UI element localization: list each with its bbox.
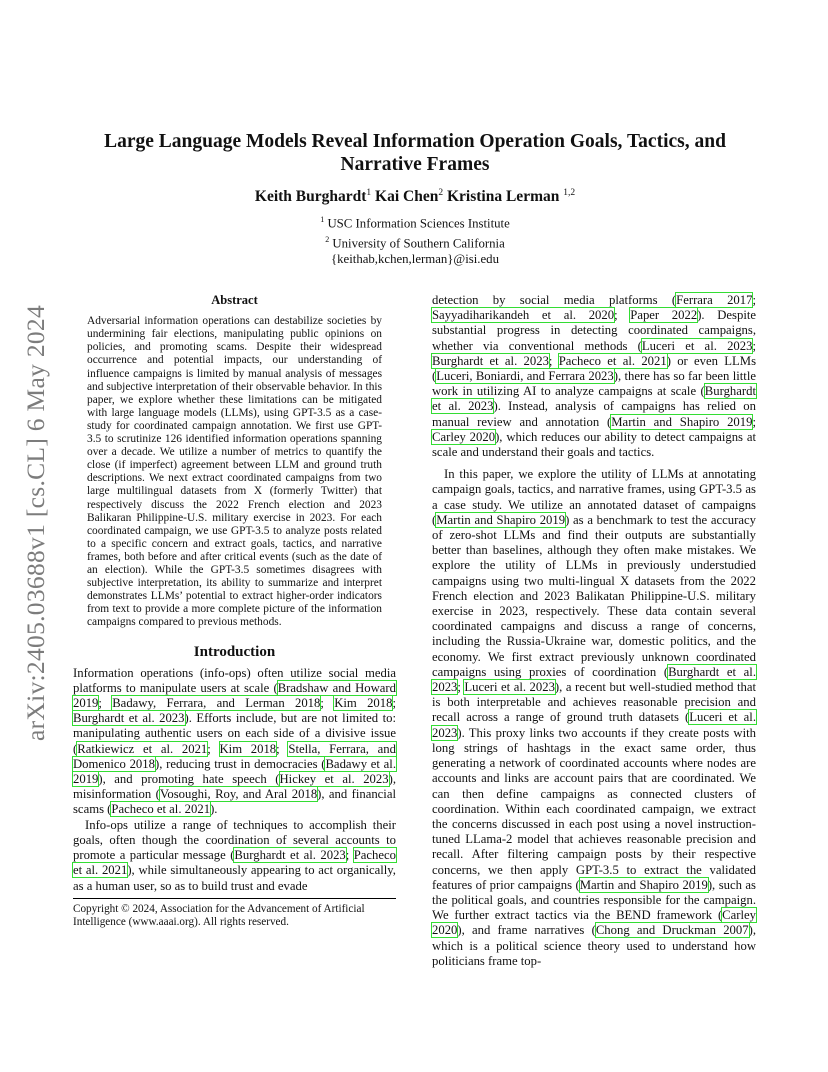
citation-link[interactable]: Luceri et al. 2023 <box>464 680 555 695</box>
text-run: ), misinformation ( <box>73 772 396 802</box>
text-run: ), and frame narratives ( <box>457 923 596 938</box>
citation-link[interactable]: Kim 2018 <box>334 696 393 711</box>
citation-link[interactable]: Ratkiewicz et al. 2021 <box>77 741 208 756</box>
body-paragraph-continued <box>432 293 756 460</box>
citation-link[interactable]: Pacheco et al. 2021 <box>558 353 667 368</box>
text-run: ). This proxy links two accounts if they create posts with long strings of hashtags in the exact same order, thus generating a network of coordinated accounts where nodes are accounts and links are account pairs that are coordinated. We can then define campaigns as connected clusters of coordination. Within each coordinated campaign, we extract the concerns discussed in each post using a novel instruction-tuned LLama-2 model that achieves reasonable precision and recall. After filtering campaign posts by their respective concerns, we then apply GPT-3.5 to extract the validated features of prior campaigns ( <box>432 725 756 892</box>
text-run: ; <box>752 414 756 429</box>
copyright-text: Copyright © 2024, Association for the Advancement of Artificial Intelligence (www.aaai.org). All rights reserved. <box>73 903 365 929</box>
intro-paragraph-1 <box>73 666 396 818</box>
citation-link[interactable]: Stella, Ferrara, and Domenico 2018 <box>73 741 396 771</box>
citation-link[interactable]: Vosoughi, Roy, and Aral 2018 <box>159 787 318 802</box>
text-run: ; <box>752 338 756 353</box>
text-run: ), and promoting hate speech ( <box>98 772 280 787</box>
citation-link[interactable]: Bradshaw and Howard 2019 <box>73 680 396 711</box>
copyright-footnote <box>73 898 396 929</box>
text-run: ; <box>392 696 396 711</box>
text-run: ; <box>276 741 289 756</box>
text-run: ). Despite substantial progress in detecting coordinated campaigns, whether via conventional methods ( <box>432 308 756 353</box>
text-run: ; <box>207 741 220 756</box>
text-run: ; <box>752 293 756 307</box>
arxiv-identifier <box>18 288 54 758</box>
citation-link[interactable]: Luceri et al. 2023 <box>432 710 756 740</box>
text-run: ; <box>548 353 559 368</box>
arxiv-identifier-text: arXiv:2405.03688v1 [cs.CL] 6 May 2024 <box>21 304 50 742</box>
text-run: ) as a benchmark to test the accuracy of zero-shot LLMs and find their outputs are substantially better than baselines, although they often make mistakes. We explore the utility of LLMs in previously understudied campaigns using two multi-lingual X datasets from the 2022 French election and 2023 Balikatan Philippine-U.S. military exercise in 2023, respectively. These data contain several coordinated campaigns and discuss a range of concerns, including the Russia-Ukraine war, domestic politics, and the economy. We first extract previously unknown coordinated campaigns using proxies of coordination ( <box>432 512 756 679</box>
left-column <box>73 293 396 894</box>
text-run: ), while simultaneously appearing to act organically, as a human user, so as to build trust and evade <box>73 863 396 893</box>
text-run: detection by social media platforms ( <box>432 293 677 307</box>
author-name: Kai Chen <box>375 188 439 206</box>
citation-link[interactable]: Martin and Shapiro 2019 <box>579 877 708 892</box>
citation-link[interactable]: Badawy et al. 2019 <box>73 756 396 787</box>
citation-link[interactable]: Burghardt et al. 2023 <box>432 664 756 695</box>
text-run: ), which is a political science theory used to understand how politicians frame top- <box>432 923 756 968</box>
text-run: ), and financial scams ( <box>73 787 396 817</box>
abstract-heading: Abstract <box>211 293 258 307</box>
text-run: ), reducing trust in democracies ( <box>154 756 326 771</box>
citation-link[interactable]: Carley 2020 <box>432 908 756 938</box>
affiliations <box>90 212 740 267</box>
citation-link[interactable]: Paper 2022 <box>630 308 698 323</box>
citation-link[interactable]: Chong and Druckman 2007 <box>595 923 749 938</box>
author-affiliation-mark: 2 <box>438 188 444 198</box>
text-run: ). Efforts include, but are not limited to: manipulating authentic users on each side of a divisive issue ( <box>73 711 396 756</box>
abstract-body: Adversarial information operations can destabilize societies by undermining fair elections, manipulating public opinions on policies, and promoting scams. Despite their widespread occurrence and potential impacts, our understanding of influence campaigns is limited by manual analysis of messages and subjective interpretation of their observable behavior. In this paper, we explore whether these limitations can be mitigated with large language models (LLMs), using GPT-3.5 as a case-study for coordinated campaign annotation. We first use GPT-3.5 to scrutinize 126 identified information operations spanning over a decade. We utilize a number of metrics to quantify the close (if imperfect) agreement between LLM and ground truth descriptions. We next extract coordinated campaigns from two large multilingual datasets from X (formerly Twitter) that respectively discuss the 2022 French election and 2023 Balikaran Philippine-U.S. military exercise in 2023. For each coordinated campaign, we use GPT-3.5 to analyze posts related to a specific concern and extract goals, tactics, and narrative frames, both before and after critical events (such as the date of an election). While the GPT-3.5 sometimes disagrees with subjective interpretation, its ability to summarize and interpret demonstrates LLMs’ potential to extract higher-order indicators from text to provide a more complete picture of the information campaigns compared to previous methods. <box>87 315 382 629</box>
affiliation-line <box>90 212 740 232</box>
title-line-1: Large Language Models Reveal Information Operation Goals, Tactics, and <box>104 131 726 152</box>
title-line-2: Narrative Frames <box>340 154 490 175</box>
affiliation-mark: 2 <box>325 234 330 244</box>
contact-emails: {keithab,kchen,lerman}@isi.edu <box>331 251 499 266</box>
citation-link[interactable]: Luceri, Boniardi, and Ferrara 2023 <box>436 369 614 384</box>
body-paragraph <box>432 467 756 969</box>
citation-link[interactable]: Burghardt et al. 2023 <box>432 353 549 368</box>
text-run: Information operations (info-ops) often utilize social media platforms to manipulate users at scale ( <box>73 665 396 695</box>
citation-link[interactable]: Martin and Shapiro 2019 <box>611 414 753 429</box>
text-run: ). <box>210 802 218 817</box>
citation-link[interactable]: Pacheco et al. 2021 <box>73 848 396 878</box>
text-run: ), a recent but well-studied method that is both interpretable and achieves reasonable precision and recall across a range of ground truth datasets ( <box>432 680 757 725</box>
text-run: ) or even LLMs ( <box>432 353 757 384</box>
author-name: Kristina Lerman <box>446 188 560 206</box>
citation-link[interactable]: Carley 2020 <box>432 429 496 444</box>
citation-link[interactable]: Sayyadiharikandeh et al. 2020 <box>432 308 615 323</box>
intro-paragraph-2 <box>73 818 396 894</box>
text-run: ; <box>614 308 631 323</box>
citation-link[interactable]: Ferrara 2017 <box>676 293 753 307</box>
citation-link[interactable]: Pacheco et al. 2021 <box>111 802 211 817</box>
author-name: Keith Burghardt <box>254 188 367 206</box>
introduction-heading: Introduction <box>193 644 276 661</box>
text-run: Info-ops utilize a range of techniques to accomplish their goals, often though the coordination of several accounts to promote a particular message ( <box>73 817 396 863</box>
citation-link[interactable]: Kim 2018 <box>219 741 277 756</box>
author-affiliation-mark: 1 <box>366 188 372 198</box>
affiliation-line <box>90 232 740 252</box>
citation-link[interactable]: Hickey et al. 2023 <box>279 772 389 787</box>
text-run: ; <box>98 696 113 711</box>
citation-link[interactable]: Badawy, Ferrara, and Lerman 2018 <box>112 696 321 711</box>
citation-link[interactable]: Martin and Shapiro 2019 <box>436 512 566 527</box>
text-run: In this paper, we explore the utility of LLMs at annotating campaign goals, tactics, and narrative frames, using GPT-3.5 as a case study. We utilize an annotated dataset of campaigns ( <box>432 467 756 527</box>
affiliation-text: USC Information Sciences Institute <box>327 216 510 231</box>
text-run: ). Instead, analysis of campaigns has relied on manual review and annotation ( <box>432 399 756 429</box>
text-run: ), such as the political goals, and countries responsible for the campaign. We further extract tactics via the BEND framework ( <box>432 877 756 923</box>
affiliation-mark: 1 <box>320 215 325 224</box>
text-run: ; <box>320 696 335 711</box>
text-run: ; <box>457 680 465 695</box>
citation-link[interactable]: Luceri et al. 2023 <box>641 338 753 353</box>
citation-link[interactable]: Burghardt et al. 2023 <box>432 384 756 414</box>
text-run: ), which reduces our ability to detect campaigns at scale and understand their goals and tactics. <box>432 429 756 460</box>
paper-title <box>90 130 740 176</box>
text-run: ; <box>345 848 354 863</box>
affiliation-text: University of Southern California <box>332 236 505 251</box>
citation-link[interactable]: Burghardt et al. 2023 <box>73 711 185 726</box>
author-list <box>90 188 740 206</box>
author-affiliation-mark: 1,2 <box>563 188 576 198</box>
text-run: ), there has so far been little work in utilizing AI to analyze campaigns at scale ( <box>432 369 756 399</box>
right-column <box>432 293 756 969</box>
citation-link[interactable]: Burghardt et al. 2023 <box>234 848 346 863</box>
